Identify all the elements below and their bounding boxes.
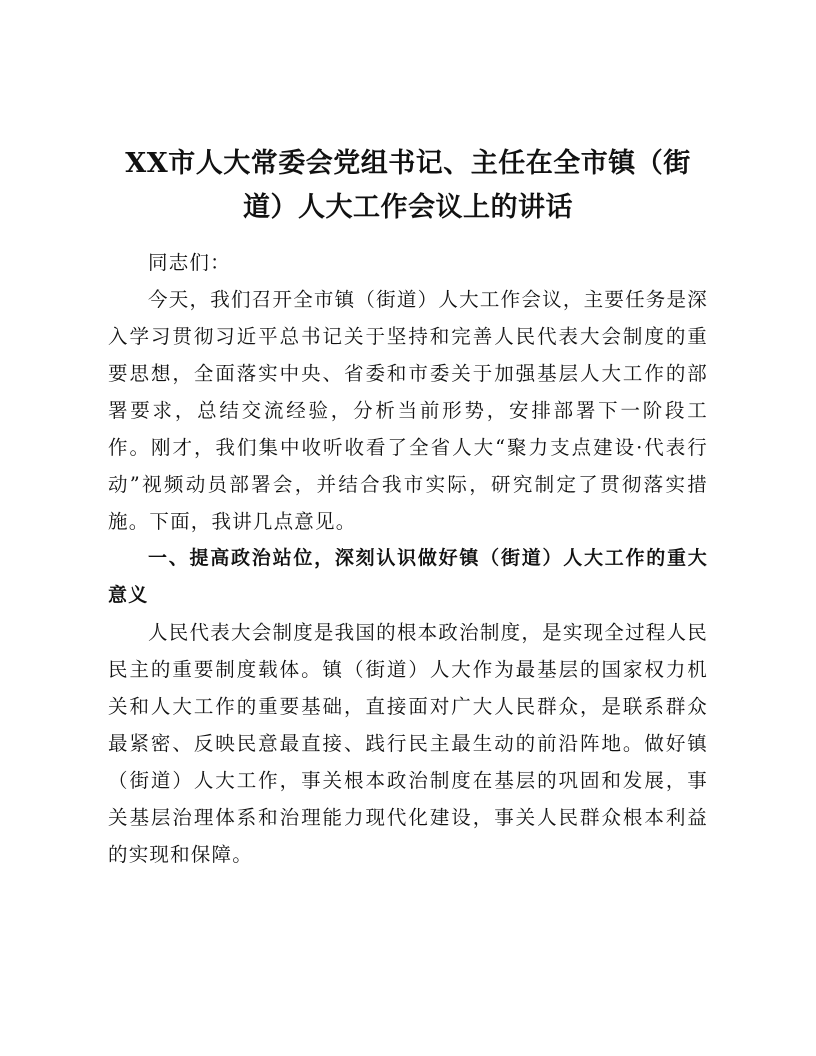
title-line-1: XX市人大常委会党组书记、主任在全市镇（街 [125,148,691,179]
document-body [108,244,708,873]
section-heading-1: 一、提高政治站位，深刻认识做好镇（街道）人大工作的重大意义 [108,547,708,606]
paragraph-section-1: 人民代表大会制度是我国的根本政治制度，是实现全过程人民民主的重要制度载体。镇（街道）人大作为最基层的国家权力机关和人大工作的重要基础，直接面对广大人民群众，是联系群众最紧密、反映民意最直接、践行民主最生动的前沿阵地。做好镇（街道）人大工作，事关根本政治制度在基层的巩固和发展，事关基层治理体系和治理能力现代化建设，事关人民群众根本利益的实现和保障。 [108,621,708,866]
document-title [100,142,716,230]
paragraph-intro: 今天，我们召开全市镇（街道）人大工作会议，主要任务是深入学习贯彻习近平总书记关于坚持和完善人民代表大会制度的重要思想，全面落实中央、省委和市委关于加强基层人大工作的部署要求，总结交流经验，分析当前形势，安排部署下一阶段工作。刚才，我们集中收听收看了全省人大“聚力支点建设·代表行动”视频动员部署会，并结合我市实际，研究制定了贯彻落实措施。下面，我讲几点意见。 [108,288,708,533]
title-line-2: 道）人大工作会议上的讲话 [243,192,573,223]
salutation: 同志们： [148,251,231,274]
